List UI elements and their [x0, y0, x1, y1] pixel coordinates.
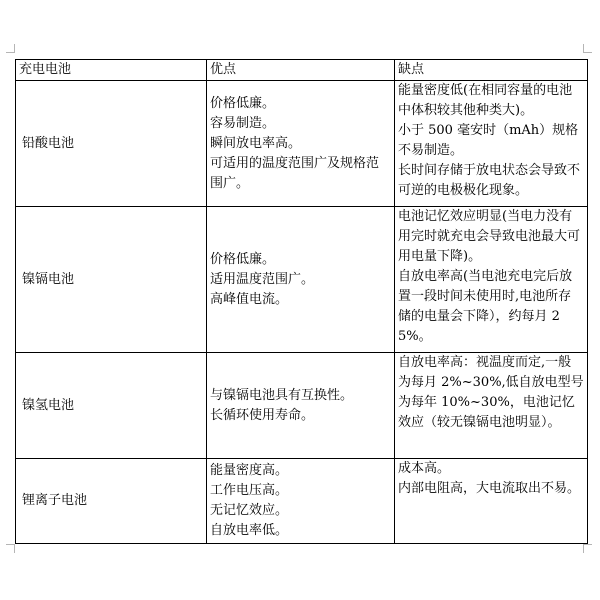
pros-cell: [207, 353, 395, 459]
pros-item: 可适用的温度范围广及规格范围广。: [210, 155, 380, 191]
battery-name: 镍镉电池: [16, 207, 207, 353]
pros-cell: [207, 459, 395, 544]
pros-item: 能量密度高。: [210, 463, 289, 478]
cons-item: 电池记忆效应明显(当电力没有用完时就充电会导致电池最大可用电量下降)。: [398, 209, 581, 264]
pros-item: 容易制造。: [210, 115, 276, 131]
battery-comparison-table: [15, 59, 588, 544]
cons-item: 自放电率高(当电池充电完后放置一段时间未使用时,电池所存储的电量会下降），约每月 25%。: [398, 269, 573, 344]
pros-item: 自放电率低。: [210, 523, 289, 538]
pros-item: 长循环使用寿命。: [210, 407, 315, 423]
pros-item: 适用温度范围广。: [210, 271, 315, 287]
pros-item: 与镍镉电池具有互换性。: [210, 387, 354, 403]
crop-mark-top-right: [583, 44, 592, 53]
header-battery: 充电电池: [16, 60, 207, 81]
crop-mark-top-left: [6, 44, 15, 53]
pros-item: 无记忆效应。: [210, 503, 289, 518]
table-row: [16, 353, 588, 459]
cons-cell: [395, 81, 588, 207]
pros-cell: [207, 81, 395, 207]
cons-item: 内部电阻高，大电流取出不易。: [398, 481, 581, 496]
pros-item: 高峰值电流。: [210, 291, 289, 307]
cons-item: 长时间存储于放电状态会导致不可逆的电极极化现象。: [398, 163, 581, 198]
crop-mark-bottom-left: [6, 544, 15, 553]
crop-mark-bottom-right: [583, 544, 592, 553]
table-row: [16, 81, 588, 207]
cons-item: 能量密度低(在相同容量的电池中体积较其他种类大)。: [398, 83, 573, 118]
cons-item: 小于 500 毫安时（mAh）规格不易制造。: [398, 123, 579, 158]
header-cons: 缺点: [395, 60, 588, 81]
battery-name: 镍氢电池: [16, 353, 207, 459]
cons-item: 成本高。: [398, 461, 451, 476]
pros-item: 工作电压高。: [210, 483, 289, 498]
pros-item: 价格低廉。: [210, 251, 276, 267]
cons-cell: [395, 207, 588, 353]
cons-item: 自放电率高：视温度而定,一般为每月 2%~30%,低自放电型号为每年 10%~30%，电池记忆效应（较无镍镉电池明显）。: [398, 355, 584, 430]
cons-cell: [395, 459, 588, 544]
table-row: [16, 207, 588, 353]
table-row: [16, 459, 588, 544]
cons-cell: [395, 353, 588, 459]
header-pros: 优点: [207, 60, 395, 81]
pros-item: 价格低廉。: [210, 95, 276, 111]
pros-item: 瞬间放电率高。: [210, 135, 302, 151]
battery-name: 铅酸电池: [16, 81, 207, 207]
table-header-row: [16, 60, 588, 81]
battery-name: 锂离子电池: [16, 459, 207, 544]
pros-cell: [207, 207, 395, 353]
